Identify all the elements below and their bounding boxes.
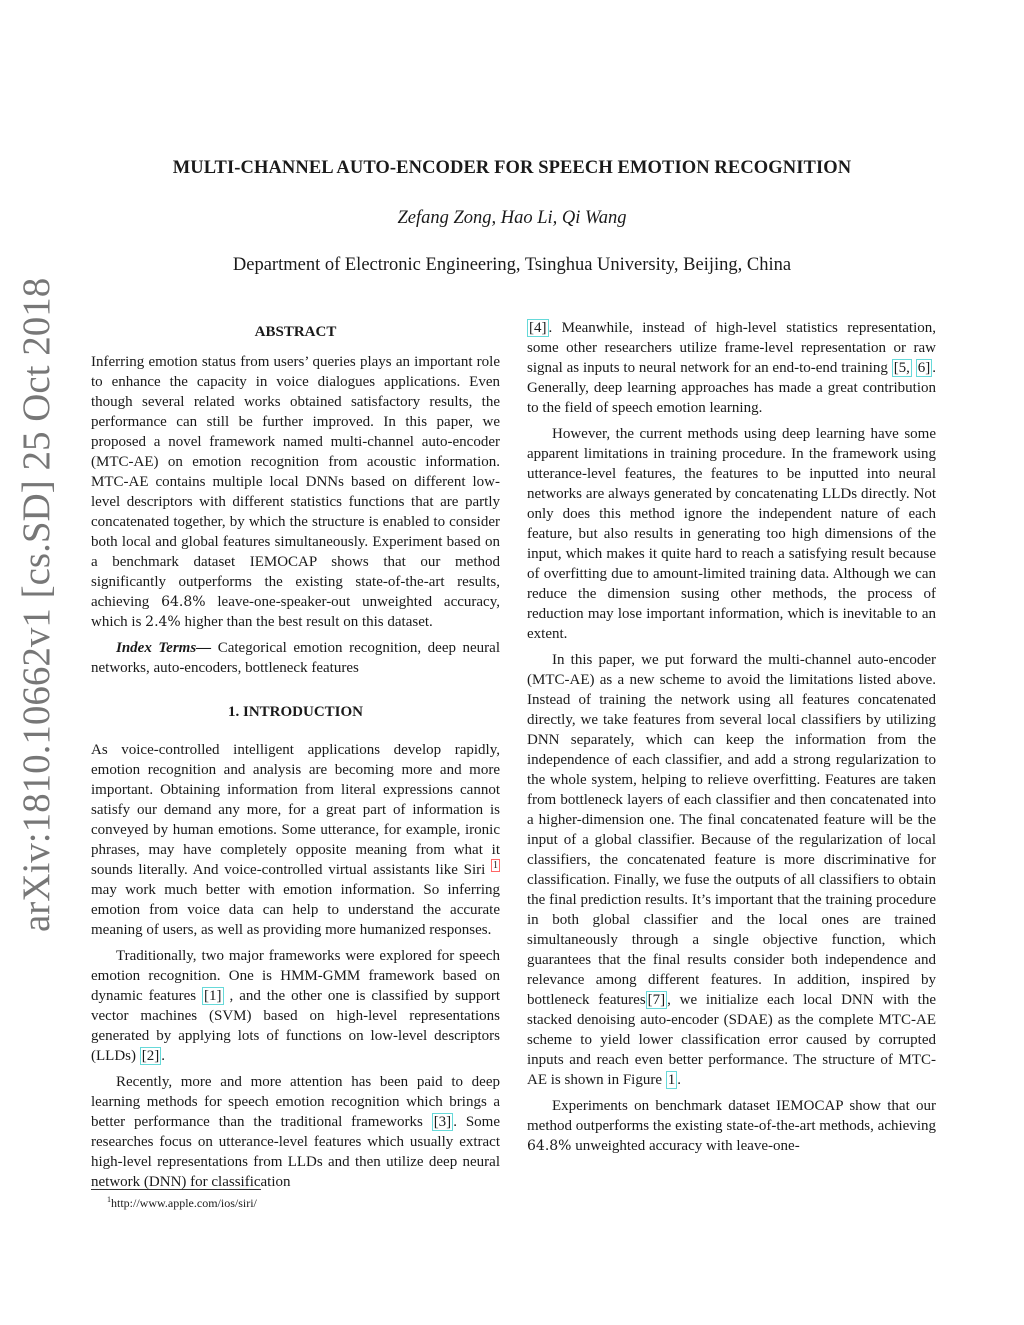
index-terms-label: Index Terms— — [116, 640, 212, 656]
paragraph-text: Recently, more and more attention has been paid to deep learning methods for speech emotion recognition which brings a better performance than the traditional frameworks — [91, 1074, 500, 1130]
footnote-reference[interactable]: 1 — [493, 860, 498, 871]
abstract-heading: ABSTRACT — [254, 324, 337, 340]
introduction-heading: 1. INTRODUCTION — [227, 704, 363, 720]
paragraph-text: . Generally, deep learning approaches has made a great contribution to the field of speech emotion learning. — [527, 360, 936, 416]
abstract-text: higher than the best result on this dataset. — [180, 614, 433, 630]
citation-link[interactable]: [5, — [893, 360, 910, 376]
citation-link[interactable]: [2] — [141, 1048, 160, 1064]
abstract-paragraph — [91, 352, 500, 632]
citation-link[interactable]: [3] — [433, 1114, 452, 1130]
paragraph-text: In this paper, we put forward the multi-channel auto-encoder (MTC-AE) as a new scheme to avoid the limitations listed above. Instead of training the network using all features concatenated directly, we take features from several local classifiers by utilizing DNN separately, which can keep the information from the independence of each classifier, and add a strong regularization to the whole system, helping to relieve overfitting. Features are taken from bottleneck layers of each classifier and then concatenated into a higher-dimension one. The final concatenated feature will be the input of a global classifier. Because of the regularization of local classifiers, the concatenated feature is more discriminative for classification. Finally, we fuse the outputs of all classifiers to obtain the final prediction results. It’s important that the training procedure in both global classifier and the local ones are trained simultaneously through a single objective function, which guarantees that the final results consider both independence and relevance among different features. In addition, inspired by bottleneck features — [527, 652, 936, 1008]
accuracy-value: 64.8% — [161, 594, 206, 610]
footnote-number: 1 — [107, 1195, 111, 1204]
intro-paragraph-6 — [527, 1096, 936, 1156]
intro-paragraph-4: However, the current methods using deep learning have some apparent limitations in training procedure. In the framework using utterance-level features, the features to be inputted into neural networks are always generated by concatenating LLDs directly. Not only does this method ignore the independent nature of each feature, but also results in generating too high dimensions of the input, which makes it quite hard to reach a satisfying result because of overfitting due to amount-limited training data. Although we can reduce the dimension susing other methods, the process of reduction may lose important information, which is inevitable to an extent. — [527, 426, 936, 642]
paragraph-text: As voice-controlled intelligent applications develop rapidly, emotion recognition and analysis are becoming more and more important. Obtaining information from literal expressions cannot satisfy our demand any more, for a great part of information is conveyed by human emotions. Some utterance, for example, ironic phrases, may have completely opposite meaning from what it sounds literally. And voice-controlled virtual assistants like Siri — [91, 742, 500, 878]
paragraph-text: . Some researches focus on utterance-level features which usually extract high-level representations from LLDs and then utilize deep neural network (DNN) for classification — [91, 1114, 500, 1190]
citation-link[interactable]: [7] — [647, 992, 666, 1008]
paragraph-text: , we initialize each local DNN with the stacked denoising auto-encoder (SDAE) as the complete MTC-AE scheme to yield lower classification error caused by corrupted inputs and reach even better performance. The structure of MTC-AE is shown in Figure — [527, 992, 936, 1088]
citation-link[interactable]: [1] — [204, 988, 222, 1004]
citation-link[interactable]: [4] — [529, 320, 547, 336]
paragraph-text: . — [161, 1048, 165, 1064]
arxiv-watermark: arXiv:1810.10662v1 [cs.SD] 25 Oct 2018 — [15, 277, 58, 932]
index-terms — [91, 638, 500, 678]
paragraph-text: , and the other one is classified by support vector machines (SVM) based on high-level representations generated by applying lots of functions on low-level descriptors (LLDs) — [91, 988, 500, 1064]
paper-authors: Zefang Zong, Hao Li, Qi Wang — [397, 208, 627, 228]
paragraph-text: Traditionally, two major frameworks were explored for speech emotion recognition. One is HMM-GMM framework based on dynamic features — [91, 948, 500, 1004]
paragraph-text: . Meanwhile, instead of high-level statistics representation, some other researchers utilize frame-level representation or raw signal as inputs to neural network for an end-to-end training — [527, 320, 936, 376]
intro-paragraph-1 — [91, 740, 500, 940]
paragraph-text: . — [677, 1072, 681, 1088]
left-column — [91, 318, 500, 1198]
intro-paragraph-5 — [527, 650, 936, 1090]
paragraph-text: may work much better with emotion information. So inferring emotion from voice data can help to understand the accurate meaning of users, as well as providing more humanized responses. — [91, 882, 500, 938]
paragraph-text: Experiments on benchmark dataset IEMOCAP show that our method outperforms the existing state-of-the-art methods, achieving — [527, 1098, 936, 1134]
paper-title: MULTI-CHANNEL AUTO-ENCODER FOR SPEECH EMOTION RECOGNITION — [172, 158, 852, 178]
abstract-text: Inferring emotion status from users’ queries plays an important role to enhance the capacity in voice dialogues applications. Even though several related works obtained satisfactory results, the performance can still be further improved. In this paper, we proposed a novel framework named multi-channel auto-encoder (MTC-AE) on emotion recognition from acoustic information. MTC-AE contains multiple local DNNs based on different low-level descriptors with different statistics functions that are partly concatenated together, by which the structure is enabled to consider both local and global features simultaneously. Experiment based on a benchmark dataset IEMOCAP shows that our method significantly outperforms the existing state-of-the-art results, achieving — [91, 354, 500, 610]
accuracy-value: 64.8% — [527, 1138, 572, 1154]
footnote-divider — [91, 1189, 261, 1190]
right-column — [527, 318, 936, 1162]
index-terms-text: Categorical emotion recognition, deep neural networks, auto-encoders, bottleneck features — [91, 640, 501, 676]
intro-paragraph-3 — [91, 1072, 500, 1192]
footnote — [107, 1192, 257, 1211]
intro-paragraph-2 — [91, 946, 500, 1066]
abstract-text: leave-one-speaker-out unweighted accuracy, which is — [91, 594, 500, 630]
paper-affiliation: Department of Electronic Engineering, Tsinghua University, Beijing, China — [232, 255, 792, 275]
improvement-value: 2.4% — [145, 614, 181, 630]
intro-paragraph-3-cont — [527, 318, 936, 418]
figure-link[interactable]: 1 — [667, 1072, 676, 1088]
footnote-url[interactable]: http://www.apple.com/ios/siri/ — [111, 1196, 257, 1210]
paragraph-text: unweighted accuracy with leave-one- — [571, 1138, 800, 1154]
citation-link[interactable]: 6] — [917, 360, 931, 376]
